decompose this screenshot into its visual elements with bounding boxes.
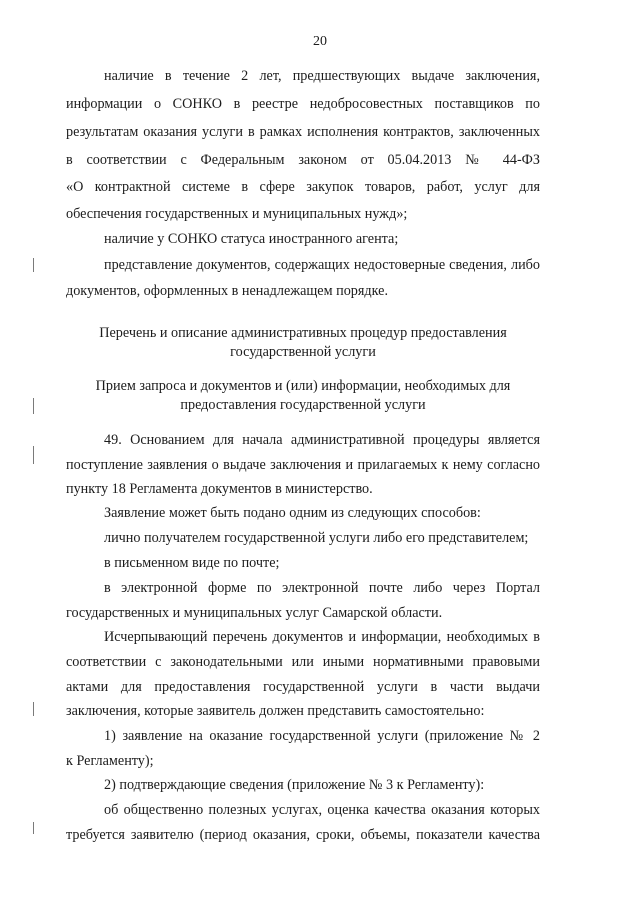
text-line: пункту 18 Регламента документов в министерство. [66, 481, 373, 497]
scan-margin-mark [33, 258, 34, 272]
text-line: актами для предоставления государственной услуги в части выдачи [66, 679, 540, 695]
text-line: заключения, которые заявитель должен представить самостоятельно: [66, 703, 485, 719]
scan-margin-mark [33, 398, 34, 414]
text-line: к Регламенту); [66, 753, 154, 769]
text-line: обеспечения государственных и муниципальных нужд»; [66, 206, 408, 222]
text-line: об общественно полезных услугах, оценка качества оказания которых [104, 802, 540, 818]
text-line: 1) заявление на оказание государственной услуги (приложение № 2 [104, 728, 540, 744]
page-number: 20 [313, 34, 327, 49]
text-line: наличие у СОНКО статуса иностранного агента; [104, 231, 399, 247]
scan-margin-mark [33, 446, 34, 464]
text-line: наличие в течение 2 лет, предшествующих выдаче заключения, [104, 68, 540, 84]
text-line: «О контрактной системе в сфере закупок товаров, работ, услуг для [66, 179, 540, 195]
text-line: в письменном виде по почте; [104, 555, 280, 571]
text-line: требуется заявителю (период оказания, сроки, объемы, показатели качества [66, 827, 540, 843]
text-line: лично получателем государственной услуги либо его представителем; [104, 530, 529, 546]
text-line: информации о СОНКО в реестре недобросовестных поставщиков по [66, 96, 540, 112]
text-line: документов, оформленных в ненадлежащем порядке. [66, 283, 389, 299]
section-heading: государственной услуги [230, 344, 376, 360]
text-line: поступление заявления о выдаче заключения и прилагаемых к нему согласно [66, 457, 540, 473]
scan-margin-mark [33, 822, 34, 834]
text-line: соответствии с законодательными или иными нормативными правовыми [66, 654, 540, 670]
text-line: в электронной форме по электронной почте либо через Портал [104, 580, 540, 596]
section-heading: Перечень и описание административных процедур предоставления [99, 325, 507, 341]
scan-margin-mark [33, 702, 34, 716]
text-line: результатам оказания услуги в рамках исполнения контрактов, заключенных [66, 124, 540, 140]
subsection-heading: предоставления государственной услуги [180, 397, 426, 413]
subsection-heading: Прием запроса и документов и (или) информации, необходимых для [95, 378, 511, 394]
text-line: 2) подтверждающие сведения (приложение № 3 к Регламенту): [104, 777, 485, 793]
text-line: представление документов, содержащих недостоверные сведения, либо [104, 257, 540, 273]
text-line: 49. Основанием для начала административной процедуры является [104, 432, 540, 448]
text-line: Исчерпывающий перечень документов и информации, необходимых в [104, 629, 540, 645]
text-line: в соответствии с Федеральным законом от 05.04.2013 № 44-ФЗ [66, 152, 540, 168]
text-line: Заявление может быть подано одним из следующих способов: [104, 505, 481, 521]
text-line: государственных и муниципальных услуг Самарской области. [66, 605, 443, 621]
